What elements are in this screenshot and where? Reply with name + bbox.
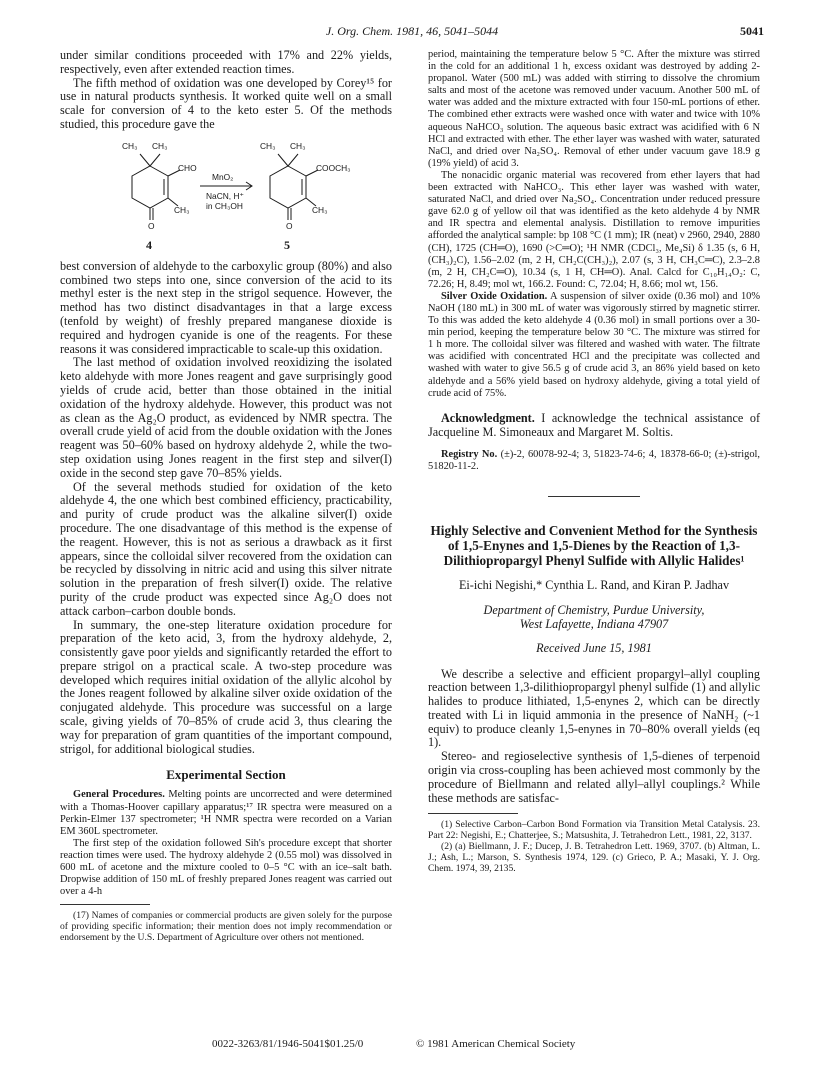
reactant-aldehyde: CHO <box>178 162 197 173</box>
reactant-methyl-1: CH₃ <box>122 140 138 151</box>
reagent-oxidant: MnO₂ <box>212 171 234 182</box>
author-list: Ei-ichi Negishi,* Cynthia L. Rand, and Kiran P. Jadhav <box>458 577 730 592</box>
product-methyl-1: CH₃ <box>260 140 276 151</box>
affiliation-line: Department of Chemistry, Purdue University, <box>483 602 705 617</box>
run-in-heading: Silver Oxide Oxidation. <box>441 290 548 302</box>
page-number: 5041 <box>740 24 764 38</box>
footnote-rule <box>428 813 518 814</box>
reaction-scheme <box>60 136 392 256</box>
paragraph-text: (±)-2, 60078-92-4; 3, 51823-74-6; 4, 18378-66-0; (±)-strigol, 51820-11-2. <box>428 449 760 473</box>
right-column <box>428 49 760 874</box>
experimental-paragraph: The first step of the oxidation followed Sih's procedure except that shorter reaction times were used. The hydroxy aldehyde 2 (0.55 mol) was dissolved in 600 mL of acetone and the mixture cooled to 0–5 °C with an ice–salt bath. Dropwise addition of 150 mL of freshly prepared Jones reagent was carried out over a 4-h <box>60 837 392 898</box>
body-paragraph: under similar conditions proceeded with 17% and 22% yields, respectively, even after extended reaction times. <box>60 48 392 76</box>
product-methyl-3: CH₃ <box>312 204 328 215</box>
body-paragraph: The fifth method of oxidation was one developed by Corey¹⁵ for use in natural products synthesis. It worked quite well on a small scale for conversion of 4 to the keto ester 5. Of the methods studied, this procedure gave the <box>60 75 392 131</box>
body-paragraph: best conversion of aldehyde to the carboxylic group (80%) and also combined two steps into one, since conversion of the acid to its methyl ester is the next step in the strigol sequence. However, the method has two distinct disadvantages in that a large excess (tenfold by weight) of freshly prepared manganese dioxide is required and hydrogen cyanide is one of the reagents. For these reasons it was considered impracticable to scale-up this oxidation. <box>60 258 392 356</box>
footnote: (1) Selective Carbon–Carbon Bond Formation via Transition Metal Catalysis. 23. Part 22: Negishi, E.; Chatterjee, S.; Matsushita, J. Tetrahedron Lett., 1981, 22, 3137. <box>428 819 760 842</box>
reagent-solvent: in CH₃OH <box>206 200 243 211</box>
running-header <box>60 24 764 40</box>
reactant-oxo: O <box>148 220 155 231</box>
footnote-rule <box>60 904 150 905</box>
footnote: (17) Names of companies or commercial products are given solely for the purpose of providing specific information; their mention does not imply recommendation or endorsement by the U.S. Department of Agriculture over others not mentioned. <box>60 910 392 944</box>
experimental-paragraph: period, maintaining the temperature below 5 °C. After the mixture was stirred in the cold for an additional 1 h, excess oxidant was destroyed by adding 2-propanol. Water (500 mL) was added with stirring to dissolve the chromium salts and most of the acetone was removed under vacuum. Another 500 mL of water was added and the mixture extracted with four 150-mL portions of ether. The combined ether extracts were washed once with water and twice with 10% aqueous NaHCO₃ solution. The aqueous basic extract was acidified with 6 N HCl and extracted with ether. The ether layer was washed with water, saturated NaCl, and dried over Na₂SO₄. Removal of ether under vacuum gave 18.9 g (19% yield) of acid 3. <box>428 49 760 169</box>
experimental-paragraph <box>428 291 760 400</box>
footnote: (2) (a) Biellmann, J. F.; Ducep, J. B. Tetrahedron Lett. 1969, 3707. (b) Altman, L. J.; Ash, L.; Marson, S. Synthesis 1974, 129. (c) Grieco, P. A.; Masaki, Y. J. Org. Chem. 1974, 39, 2135. <box>428 841 760 875</box>
reactant-methyl-2: CH₃ <box>152 140 168 151</box>
article-code: 0022-3263/81/1946-5041$01.25/0 <box>212 1038 364 1050</box>
reagent-cyanide: NaCN, H⁺ <box>206 190 244 201</box>
product-ester: COOCH₃ <box>316 162 351 173</box>
paragraph-text: I acknowledge the technical assistance of Jacqueline M. Simoneaux and Margaret M. Soltis. <box>428 410 760 439</box>
run-in-heading: General Procedures. <box>73 789 165 801</box>
paragraph-text: Melting points are uncorrected and were determined with a Thomas-Hoover capillary apparatus;¹⁷ IR spectra were measured on a Perkin-Elmer 137 spectrometer; ¹H NMR spectra were recorded on a Varian EM 360L spectrometer. <box>60 789 392 837</box>
copyright-notice: © 1981 American Chemical Society <box>416 1038 576 1050</box>
article-separator <box>548 496 640 497</box>
section-heading: Experimental Section <box>166 767 286 783</box>
article-title: Highly Selective and Convenient Method for the Synthesis of 1,5-Enynes and 1,5-Dienes by the Reaction of 1,3-Dilithiopropargyl Phenyl Sulfide with Allylic Halides¹ <box>430 522 758 568</box>
body-paragraph: The last method of oxidation involved reoxidizing the isolated keto aldehyde with more Jones reagent and gave surprisingly good yields of crude acid, better than those obtained in the initial oxidation of the hydroxy aldehyde. However, this product was not as clean as the Ag₂O product, as evidenced by NMR spectra. The overall crude yield of acid from the double oxidation with the Jones reagent was 50–60% based on hydroxy aldehyde 2, while the two-step oxidation using Jones reagent in the first step and silver(I) oxide in the second step gave 70–85% yields. <box>60 355 392 480</box>
bond <box>288 154 298 166</box>
product-methyl-2: CH₃ <box>290 140 306 151</box>
reactant-methyl-3: CH₃ <box>174 204 190 215</box>
run-in-heading: Acknowledgment. <box>441 410 535 425</box>
left-column <box>60 49 392 943</box>
body-paragraph: Of the several methods studied for oxidation of the keto aldehyde 4, the one which best combined efficiency, practicability, and purity of crude product was the alkaline silver(I) oxide procedure. The one disadvantage of this method is the expense of the reagent. However, this is not as serious a drawback as it first appears, since the colloidal silver recovered from the oxidation can be recycled by dissolving in nitric acid and using this silver nitrate solution in the preparation of fresh silver(I) oxide. The relative purity of the crude product was expected since Ag₂O does not attack carbon–carbon double bonds. <box>60 479 392 618</box>
affiliation <box>428 603 760 631</box>
affiliation-line: West Lafayette, Indiana 47907 <box>519 616 669 631</box>
bond <box>150 154 160 166</box>
experimental-paragraph: The nonacidic organic material was recovered from ether layers that had been extracted with NaHCO₃. This ether layer was washed with water, saturated NaCl, and dried over Na₂SO₄. Concentration under reduced pressure gave 62.0 g of yellow oil that was identified as the keto aldehyde 4 by NMR and IR spectra and elemental analysis. Distillation to remove impurities afforded the analytical sample: bp 108 °C (1 mm); IR (neat) ν 2960, 2940, 2880 (CH), 1725 (CH═O), 1690 (>C═O); ¹H NMR (CDCl₃, Me₄Si) δ 1.35 (s, 6 H, (CH₃)₂C), 1.56–2.02 (m, 2 H, CH₂C(CH₃)₂), 2.07 (s, 3 H, CH₃C═C), 2.3–2.8 (m, 2 H, CH₂C═O), 10.34 (s, 1 H, CH═O). Anal. Calcd for C₁₀H₁₄O₂: C, 72.26; H, 8.49; mol wt, 166.2. Found: C, 72.04; H, 8.66; mol wt, 156. <box>428 169 760 290</box>
reactant-ring <box>132 166 168 208</box>
body-paragraph: We describe a selective and efficient propargyl–allyl coupling reaction between 1,3-dilithiopropargyl phenyl sulfide (1) and allylic halides to produce lithiated, 1,5-enynes 2, which can be directly treated with Li in liquid ammonia in the presence of NaNH₂ (~1 equiv) to produce cleanly 1,5-enynes in 70–80% overall yields (eq 1). <box>428 666 760 750</box>
body-paragraph: Stereo- and regioselective synthesis of 1,5-dienes of terpenoid origin via cross-coupling has been achieved most commonly by the procedure of Biellmann and related allyl–allyl couplings.² While these methods are satisfac- <box>428 749 760 805</box>
acknowledgment <box>428 412 760 440</box>
run-in-heading: Registry No. <box>441 449 498 461</box>
registry-numbers <box>428 449 760 473</box>
bond <box>140 154 150 166</box>
compound-number-5: 5 <box>284 237 290 252</box>
bond <box>278 154 288 166</box>
compound-number-4: 4 <box>146 237 152 252</box>
product-oxo: O <box>286 220 293 231</box>
paragraph-text: A suspension of silver oxide (0.36 mol) and 10% NaOH (180 mL) in 300 mL of water was vigorously stirred by magnetic stirrer. To this was added the keto aldehyde 4 (0.36 mol) in small portions over a 30-min period, keeping the temperature below 30 °C. The mixture was stirred for 1 h more. The colloidal silver was filtered and washed with water. The filtrate was acidified with concentrated HCl and the precipitate was collected and washed with water to give 56.5 g of crude acid 3, an 86% yield based on keto aldehyde and a 56% yield based on hydroxy aldehyde, giving a total yield of crude acid of 75%. <box>428 290 761 399</box>
received-date: Received June 15, 1981 <box>536 640 652 655</box>
experimental-paragraph <box>60 789 392 837</box>
body-paragraph: In summary, the one-step literature oxidation procedure for preparation of the keto acid, 3, from the hydroxy aldehyde, 2, consistently gave poor yields and significantly retarded the effort to prepare strigol on a practical scale. A two-step procedure was developed which requires initial oxidation of the allylic alcohol by the Jones reagent followed by alkaline silver oxide oxidation of the conjugated aldehyde. This procedure was successful on a large scale, giving yields of 70–85% of crude acid 3, thus clearing the way for preparation of gram quantities of the important compound, strigol, for additional biological studies. <box>60 617 392 756</box>
product-ring <box>270 166 306 208</box>
journal-citation: J. Org. Chem. 1981, 46, 5041–5044 <box>325 24 499 38</box>
